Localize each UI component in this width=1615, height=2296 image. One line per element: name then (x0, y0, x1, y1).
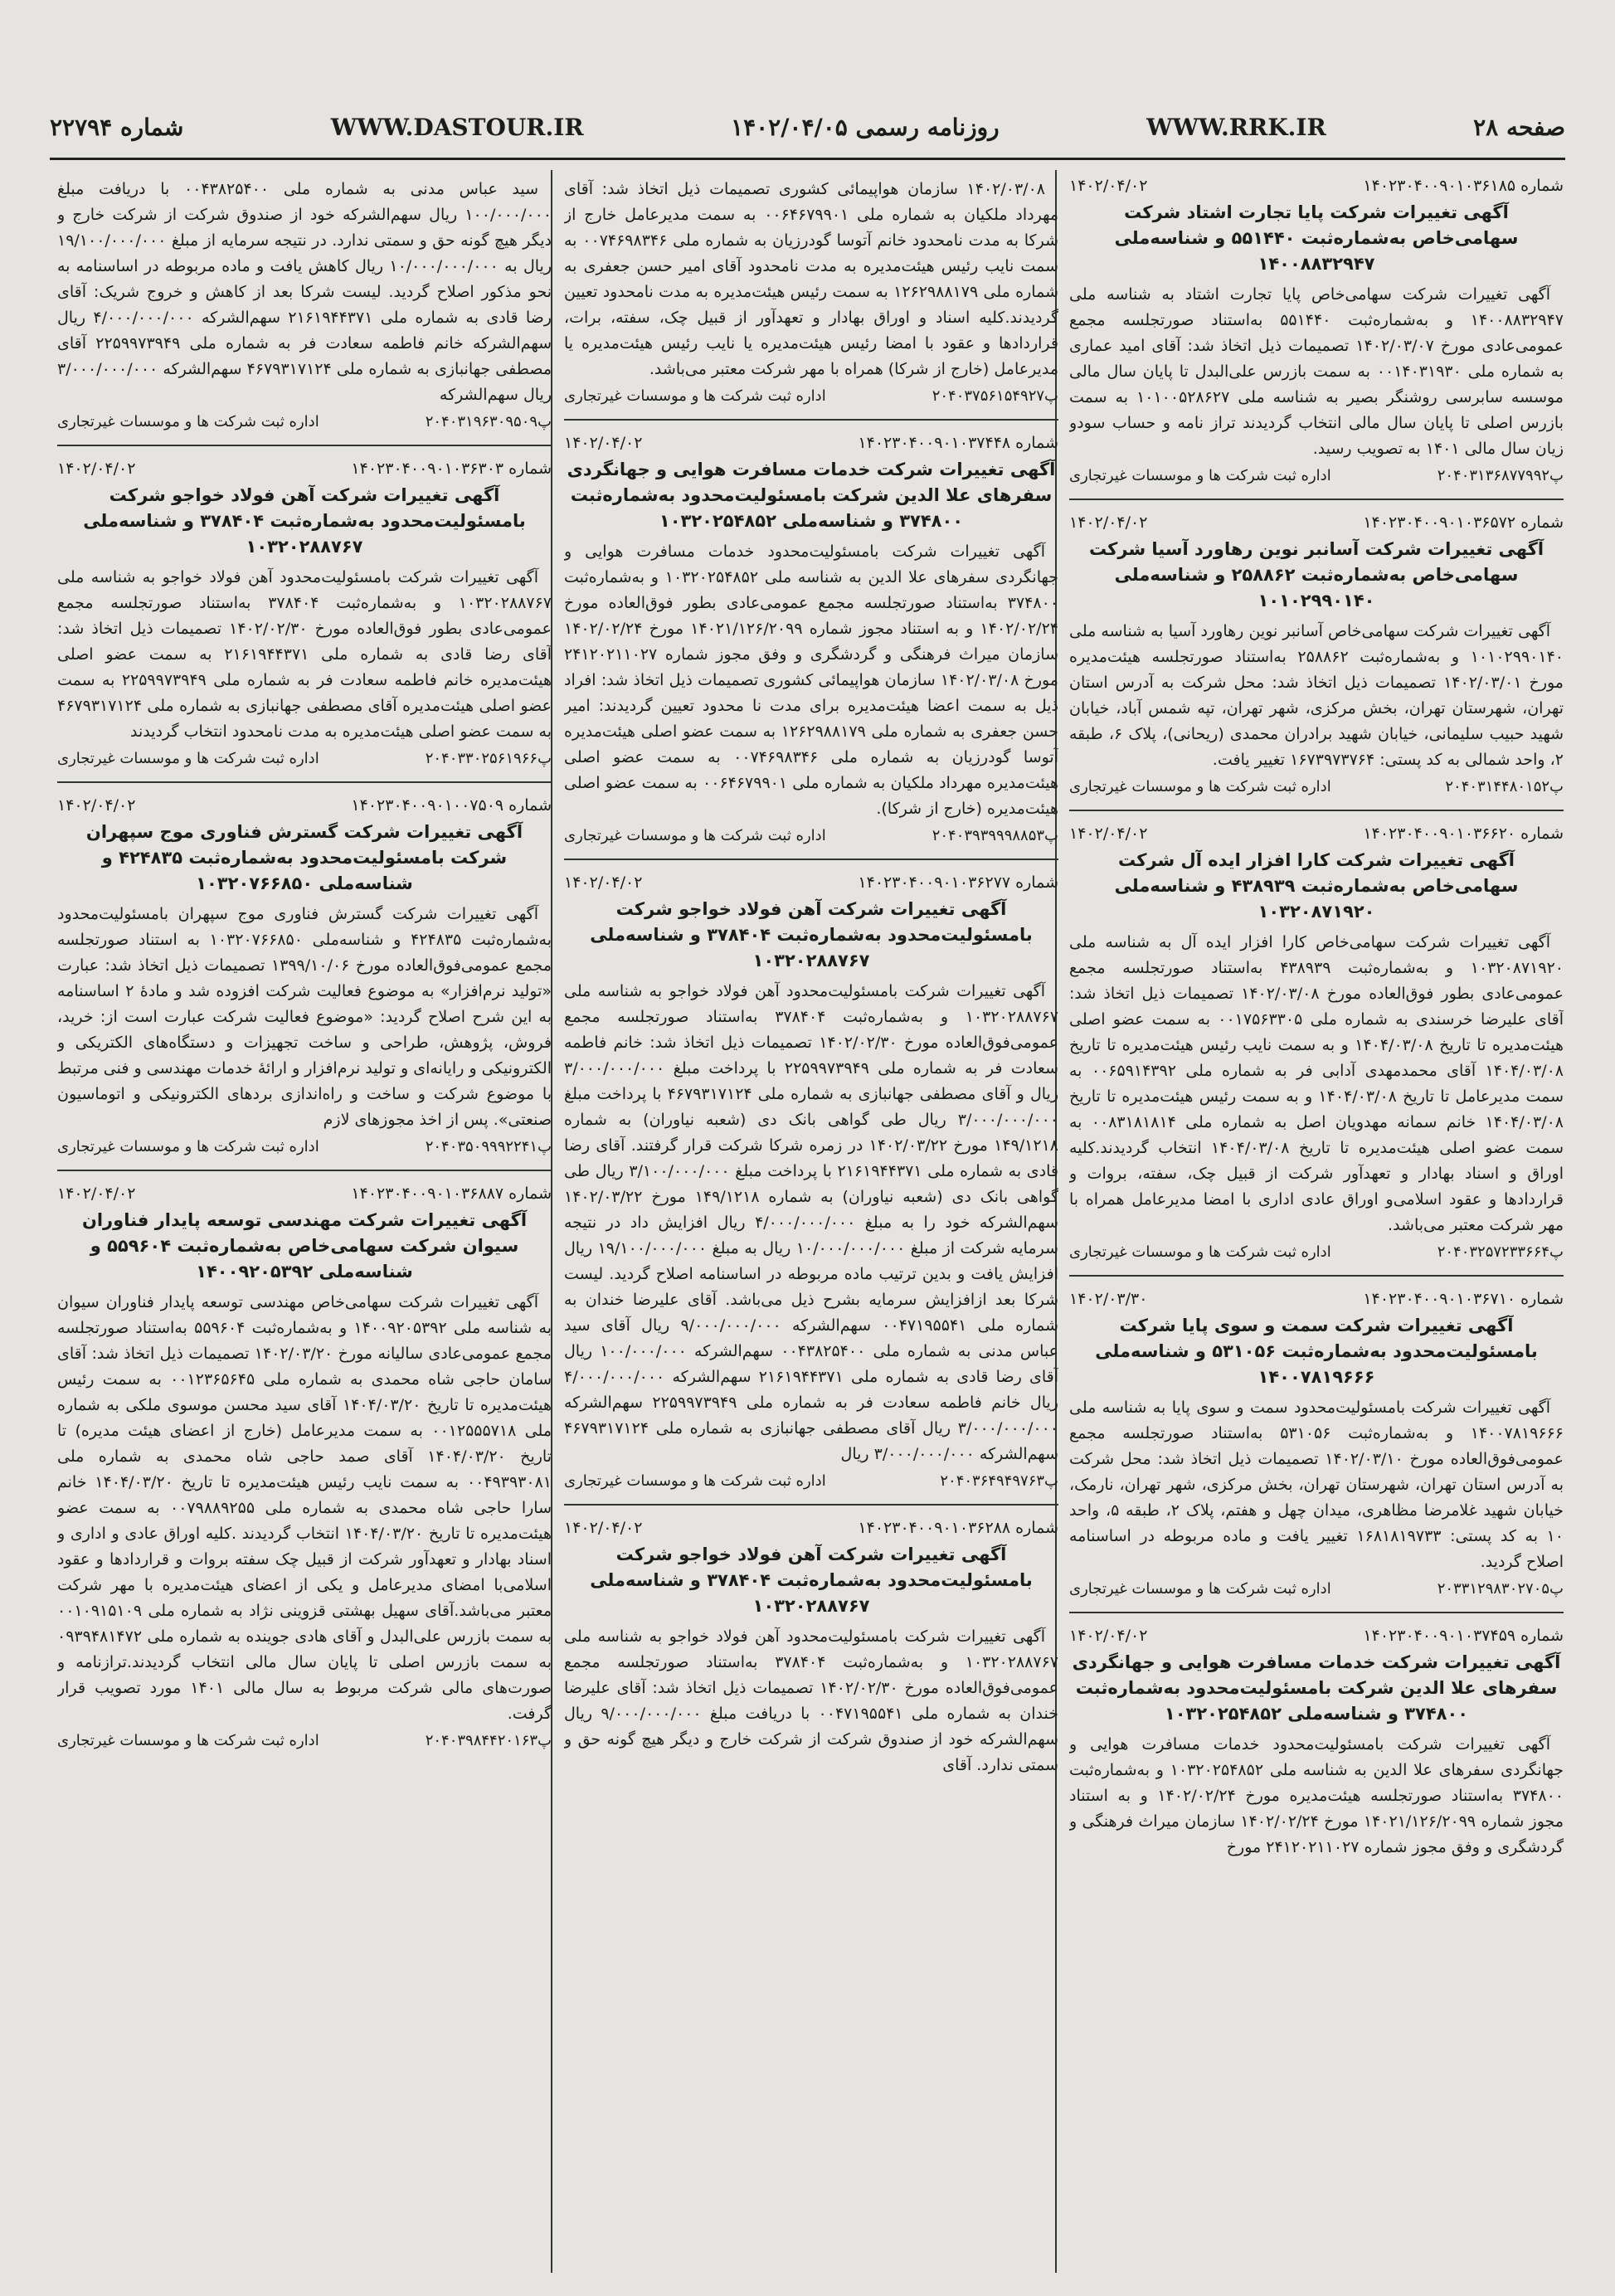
notice-body: آگهی تغییرات شرکت بامسئولیت‌محدود سمت و سوی پایا به شناسه ملی ۱۴۰۰۷۸۱۹۶۶۶ و به‌شماره‌ثبت ۵۳۱۰۵۶ به‌استناد صورتجلسه مجمع عمومی‌فوق‌العاده مورخ ۱۴۰۲/۰۳/۱۰ تصمیمات ذیل اتخاذ شد: محل شرکت به آدرس استان تهران، شهرستان تهران، بخش مرکزی، شهر تهران، نارمک، خیابان شهید غلامرضا مظاهری، میدان چهل و هفتم، پلاک ۲، طبقه ۵، واحد ۱۰ به کد پستی: ۱۶۸۱۸۱۹۷۳۳ تغییر یافت و ماده مربوطه در اساسنامه اصلاح گردید. (1069, 1399, 1564, 1571)
notice-body: آگهی تغییرات شرکت سهامی‌خاص پایا تجارت اشتاد به شناسه ملی ۱۴۰۰۸۸۳۲۹۴۷ و به‌شماره‌ثبت ۵۵۱۴۴۰ به‌استناد صورتجلسه مجمع عمومی‌عادی مورخ ۱۴۰۲/۰۳/۰۷ تصمیمات ذیل اتخاذ شد: آقای امید عماری به شماره ملی ۰۰۱۴۰۳۱۹۳۰ به سمت بازرس علی‌البدل تا پایان سال مالی موسسه سابرسی روشنگر بصیر به شناسه ملی ۱۰۱۰۰۵۲۸۶۲۷ به سمت بازرس اصلی تا پایان سال مالی انتخاب گردیدند تراز نامه و حساب سودو زیان سال مالی ۱۴۰۱ به تصویب رسید. (1069, 285, 1564, 458)
registry-office: اداره ثبت شرکت ها و موسسات غیرتجاری (564, 1472, 826, 1490)
notice-body: آگهی تغییرات شرکت سهامی‌خاص آسانبر نوین رهاورد آسیا به شناسه ملی ۱۰۱۰۲۹۹۰۱۴۰ و به‌شماره‌ثبت ۲۵۸۸۶۲ به‌استناد صورتجلسه هیئت‌مدیره مورخ ۱۴۰۲/۰۳/۰۱ تصمیمات ذیل اتخاذ شد: محل شرکت به آدرس استان تهران، شهرستان تهران، بخش مرکزی، شهر تهران، تپه شمس آباد، خیابان شهید حبیب سلیمانی، خیابان شهید برادران محمدی (ریحانی)، پلاک ۶، طبقه ۲، واحد شمالی به کد پستی: ۱۶۷۳۹۷۳۷۶۴ تغییر یافت. (1069, 622, 1564, 769)
notice-number: شماره ۱۴۰۲۳۰۴۰۰۹۰۱۰۳۶۲۸۸ (858, 1519, 1058, 1537)
notice-code: پ۲۰۴۰۳۲۵۷۲۳۳۶۶۴ (1437, 1243, 1564, 1261)
notice-meta (1069, 513, 1564, 532)
notice-title: آگهی تغییرات شرکت خدمات مسافرت هوایی و جهانگردی سفرهای علا الدین شرکت بامسئولیت‌محدود به‌شماره‌ثبت ۳۷۴۸۰۰ و شناسه‌ملی ۱۰۳۲۰۲۵۴۸۵۲ (1072, 1652, 1561, 1724)
registry-office: اداره ثبت شرکت ها و موسسات غیرتجاری (1069, 1243, 1331, 1261)
notice (57, 1178, 552, 1763)
registry-office: اداره ثبت شرکت ها و موسسات غیرتجاری (564, 387, 826, 405)
site-rrk: WWW.RRK.IR (1146, 113, 1326, 141)
notice-code: پ۲۰۴۰۳۱۹۶۳۰۹۵۰۹ (425, 413, 552, 430)
notice-number: شماره ۱۴۰۲۳۰۴۰۰۹۰۱۰۰۷۵۰۹ (351, 796, 552, 815)
notice-number: شماره ۱۴۰۲۳۰۴۰۰۹۰۱۰۳۶۶۲۰ (1363, 825, 1564, 843)
notice-title: آگهی تغییرات شرکت خدمات مسافرت هوایی و جهانگردی سفرهای علا الدین شرکت بامسئولیت‌محدود به‌شماره‌ثبت ۳۷۴۸۰۰ و شناسه‌ملی ۱۰۳۲۰۲۵۴۸۵۲ (567, 460, 1056, 531)
site-dastour: WWW.DASTOUR.IR (330, 113, 584, 141)
notice-code: پ۲۰۴۰۳۱۴۴۸۰۱۵۲ (1445, 778, 1564, 795)
notice-number: شماره ۱۴۰۲۳۰۴۰۰۹۰۱۰۳۶۱۸۵ (1363, 177, 1564, 195)
notice-body: آگهی تغییرات شرکت بامسئولیت‌محدود خدمات مسافرت هوایی و جهانگردی سفرهای علا الدین به شناسه ملی ۱۰۳۲۰۲۵۴۸۵۲ و به‌شماره‌ثبت ۳۷۴۸۰۰ به‌استناد صورتجلسه هیئت‌مدیره مورخ ۱۴۰۲/۰۲/۲۴ و به استناد مجوز شماره ۱۴۰۲۱/۱۲۶/۲۰۹۹ مورخ ۱۴۰۲/۰۲/۲۴ سازمان میراث فرهنگی و گردشگری و وفق مجوز شماره ۲۴۱۲۰۲۱۱۰۲۷ مورخ (1069, 1735, 1564, 1856)
notice-body: آگهی تغییرات شرکت بامسئولیت‌محدود آهن فولاد خواجو به شناسه ملی ۱۰۳۲۰۲۸۸۷۶۷ و به‌شماره‌ثبت ۳۷۸۴۰۴ به‌استناد صورتجلسه مجمع عمومی‌فوق‌العاده مورخ ۱۴۰۲/۰۲/۳۰ تصمیمات ذیل اتخاذ شد: آقای علیرضا خندان به شماره ملی ۰۰۴۷۱۹۵۵۴۱ با دریافت مبلغ ۹/۰۰۰/۰۰۰/۰۰۰ ریال سهم‌الشرکه خود از صندوق شرکت از شرکت خارج و دیگر هیچ گونه حق و سمتی ندارد. آقای (564, 1627, 1058, 1774)
registry-office: اداره ثبت شرکت ها و موسسات غیرتجاری (564, 827, 826, 844)
notice-meta (1069, 825, 1564, 843)
registry-office: اداره ثبت شرکت ها و موسسات غیرتجاری (57, 1732, 319, 1749)
notice-body: سید عباس مدنی به شماره ملی ۰۰۴۳۸۲۵۴۰۰ با دریافت مبلغ ۱۰۰/۰۰۰/۰۰۰ ریال سهم‌الشرکه خود از صندوق شرکت از شرکت خارج و دیگر هیچ گونه حق و سمتی ندارد. در نتیجه سرمایه از مبلغ ۱۹/۱۰۰/۰۰۰/۰۰۰ ریال به ۱۰/۰۰۰/۰۰۰/۰۰۰ ریال کاهش یافت و ماده مربوطه در اساسنامه به نحو مذکور اصلاح گردید. لیست شرکا بعد از کاهش و خروج شریک: آقای رضا قادی به شماره ملی ۲۱۶۱۹۴۴۳۷۱ سهم‌الشرکه ۴/۰۰۰/۰۰۰/۰۰۰ ریال سهم‌الشرکه خانم فاطمه سعادت فر به شماره ملی ۲۲۵۹۹۷۳۹۴۹ آقای مصطفی جهانبازی به شماره ملی ۴۶۷۹۳۱۷۱۲۴ سهم‌الشرکه ۳/۰۰۰/۰۰۰/۰۰۰ ریال سهم‌الشرکه (57, 180, 552, 404)
notice-code: پ۲۰۴۰۳۹۳۹۹۹۸۸۵۳ (932, 827, 1058, 844)
registry-office: اداره ثبت شرکت ها و موسسات غیرتجاری (57, 1138, 319, 1155)
notice-code: پ۲۰۳۳۱۲۹۸۳۰۲۷۰۵ (1437, 1580, 1564, 1598)
notice-number: شماره ۱۴۰۲۳۰۴۰۰۹۰۱۰۳۶۳۰۳ (351, 460, 552, 478)
notice-title: آگهی تغییرات شرکت مهندسی توسعه پایدار فناوران سیوان شرکت سهامی‌خاص به‌شماره‌ثبت ۵۵۹۶۰۴ و شناسه‌ملی ۱۴۰۰۹۲۰۵۳۹۲ (81, 1210, 528, 1282)
registry-office: اداره ثبت شرکت ها و موسسات غیرتجاری (1069, 467, 1331, 484)
notice (57, 453, 552, 783)
notice (564, 867, 1058, 1506)
notice-footer (1069, 1577, 1564, 1602)
notice (1069, 818, 1564, 1277)
notice-number: شماره ۱۴۰۲۳۰۴۰۰۹۰۱۰۳۶۲۷۷ (858, 873, 1058, 892)
notice-title: آگهی تغییرات شرکت آسانبر نوین رهاورد آسیا شرکت سهامی‌خاص به‌شماره‌ثبت ۲۵۸۸۶۲ و شناسه‌ملی ۱۰۱۰۲۹۹۰۱۴۰ (1088, 539, 1544, 610)
notice-date: ۱۴۰۲/۰۴/۰۲ (57, 1184, 136, 1203)
notice-footer (1069, 775, 1564, 800)
notice-date: ۱۴۰۲/۰۴/۰۲ (1069, 1627, 1148, 1645)
notice-number: شماره ۱۴۰۲۳۰۴۰۰۹۰۱۰۳۷۴۵۹ (1363, 1627, 1564, 1645)
column-2 (564, 170, 1058, 2273)
notice-date: ۱۴۰۲/۰۴/۰۲ (564, 873, 643, 892)
notice-date: ۱۴۰۲/۰۳/۳۰ (1069, 1290, 1148, 1308)
notice-title: آگهی تغییرات شرکت آهن فولاد خواجو شرکت بامسئولیت‌محدود به‌شماره‌ثبت ۳۷۸۴۰۴ و شناسه‌ملی ۱۰۳۲۰۲۸۸۷۶۷ (590, 1544, 1033, 1616)
notice (564, 1512, 1058, 1788)
notice-meta (564, 873, 1058, 892)
notice-footer (1069, 1240, 1564, 1265)
notice (1069, 1620, 1564, 1870)
notice-footer (57, 747, 552, 771)
notice-date: ۱۴۰۲/۰۴/۰۲ (57, 460, 136, 478)
column-1 (1069, 170, 1564, 2273)
notice-footer (57, 410, 552, 435)
notice-footer (564, 1469, 1058, 1494)
notice-body: ۱۴۰۲/۰۳/۰۸ سازمان هواپیمائی کشوری تصمیمات ذیل اتخاذ شد: آقای مهرداد ملکیان به شماره ملی ۰۰۶۴۶۷۹۹۰۱ به سمت مدیرعامل خارج از شرکا به مدت نامحدود خانم آتوسا گودرزیان به شماره ملی ۰۰۷۴۶۹۸۳۴۶ به سمت نایب رئیس هیئت‌مدیره به مدت نامحدود آقای امیر حسن جعفری به شماره ملی ۱۲۶۲۹۸۸۱۷۹ به سمت رئیس هیئت‌مدیره به مدت نامحدود تعیین گردیدند.کلیه اسناد و اوراق بهادار و تعهدآور از قبیل چک، سفته، برات، قراردادها و عقود با امضا رئیس هیئت‌مدیره یا نایب رئیس هیئت‌مدیره یا مدیرعامل (خارج از شرکا) همراه با مهر شرکت معتبر می‌باشد. (564, 180, 1058, 378)
notice-meta (1069, 1627, 1564, 1645)
notice-body: آگهی تغییرات شرکت بامسئولیت‌محدود خدمات مسافرت هوایی و جهانگردی سفرهای علا الدین به شناسه ملی ۱۰۳۲۰۲۵۴۸۵۲ و به‌شماره‌ثبت ۳۷۴۸۰۰ به‌استناد صورتجلسه مجمع عمومی‌عادی بطور فوق‌العاده مورخ ۱۴۰۲/۰۲/۲۴ و به استناد مجوز شماره ۱۴۰۲۱/۱۲۶/۲۰۹۹ مورخ ۱۴۰۲/۰۲/۲۴ سازمان میراث فرهنگی و گردشگری و وفق مجوز شماره ۲۴۱۲۰۲۱۱۰۲۷ مورخ ۱۴۰۲/۰۳/۰۸ سازمان هواپیمائی کشوری تصمیمات ذیل اتخاذ شد: افراد ذیل به سمت اعضا هیئت‌مدیره برای مدت نا محدود تعیین گردیدند: امیر حسن جعفری به شماره ملی ۱۲۶۲۹۸۸۱۷۹ به سمت عضو اصلی هیئت‌مدیره آتوسا گودرزیان به شماره ملی ۰۰۷۴۶۹۸۳۴۶ به سمت عضو اصلی هیئت‌مدیره مهرداد ملکیان به شماره ملی ۰۰۶۴۶۷۹۹۰۱ به سمت عضو اصلی هیئت‌مدیره (خارج از شرکا). (564, 542, 1058, 818)
notice-footer (57, 1135, 552, 1160)
notice-body: آگهی تغییرات شرکت سهامی‌خاص مهندسی توسعه پایدار فناوران سیوان به شناسه ملی ۱۴۰۰۹۲۰۵۳۹۲ و به‌شماره‌ثبت ۵۵۹۶۰۴ به‌استناد صورتجلسه مجمع عمومی‌عادی سالیانه مورخ ۱۴۰۲/۰۳/۲۰ تصمیمات ذیل اتخاذ شد: آقای سامان حاجی شاه محمدی به شماره ملی ۰۰۱۲۳۶۵۶۴۵ به سمت رئیس هیئت‌مدیره تا تاریخ ۱۴۰۴/۰۳/۲۰ آقای سید محسن موسوی ملکی به شماره ملی ۰۰۱۲۵۵۵۷۱۸ به سمت مدیرعامل (خارج از اعضای هیئت مدیره) تا تاریخ ۱۴۰۴/۰۳/۲۰ آقای صمد حاجی شاه محمدی به شماره ملی ۰۰۴۹۳۹۳۰۸۱ به سمت نایب رئیس هیئت‌مدیره تا تاریخ ۱۴۰۴/۰۳/۲۰ خانم سارا حاجی شاه محمدی به شماره ملی ۰۰۷۹۸۸۹۲۵۵ به سمت عضو هیئت‌مدیره تا تاریخ ۱۴۰۴/۰۳/۲۰ انتخاب گردیدند .کلیه اوراق عادی و اداری و اسناد بهادار و تعهدآور شرکت از قبیل چک سفته بروات و قراردادها و عقود اسلامی‌با امضای مدیرعامل و یکی از اعضای هیئت‌مدیره با مهر شرکت معتبر می‌باشد.آقای سهیل بهشتی قزوینی نژاد به شماره ملی ۰۰۱۰۹۱۵۱۰۹ به سمت بازرس علی‌البدل و آقای هادی جوینده به شماره ملی ۰۹۳۹۴۸۱۴۷۲ به سمت بازرس اصلی تا پایان سال مالی انتخاب گردیدند.ترازنامه و صورت‌های مالی شرکت مربوط به سال مالی ۱۴۰۱ مورد تصویب قرار گرفت. (57, 1293, 552, 1723)
page-header (50, 104, 1565, 150)
notice-footer (1069, 464, 1564, 489)
notice-title: آگهی تغییرات شرکت آهن فولاد خواجو شرکت بامسئولیت‌محدود به‌شماره‌ثبت ۳۷۸۴۰۴ و شناسه‌ملی ۱۰۳۲۰۲۸۸۷۶۷ (590, 899, 1033, 970)
notice-date: ۱۴۰۲/۰۴/۰۲ (564, 434, 643, 452)
header-rule (50, 158, 1565, 160)
notice-body: آگهی تغییرات شرکت بامسئولیت‌محدود آهن فولاد خواجو به شناسه ملی ۱۰۳۲۰۲۸۸۷۶۷ و به‌شماره‌ثبت ۳۷۸۴۰۴ به‌استناد صورتجلسه مجمع عمومی‌عادی بطور فوق‌العاده مورخ ۱۴۰۲/۰۲/۳۰ تصمیمات ذیل اتخاذ شد: آقای رضا قادی به شماره ملی ۲۱۶۱۹۴۴۳۷۱ به سمت عضو اصلی هیئت‌مدیره خانم فاطمه سعادت فر به شماره ملی ۲۲۵۹۹۷۳۹۴۹ به سمت عضو اصلی هیئت‌مدیره آقای مصطفی جهانبازی به شماره ملی ۴۶۷۹۳۱۷۱۲۴ به سمت عضو اصلی هیئت‌مدیره به مدت نامحدود انتخاب گردیدند (57, 568, 552, 741)
notice-body: آگهی تغییرات شرکت بامسئولیت‌محدود آهن فولاد خواجو به شناسه ملی ۱۰۳۲۰۲۸۸۷۶۷ و به‌شماره‌ثبت ۳۷۸۴۰۴ به‌استناد صورتجلسه مجمع عمومی‌فوق‌العاده مورخ ۱۴۰۲/۰۲/۳۰ تصمیمات ذیل اتخاذ شد: خانم فاطمه سعادت فر به شماره ملی ۲۲۵۹۹۷۳۹۴۹ با پرداخت مبلغ ۳/۰۰۰/۰۰۰/۰۰۰ ریال و آقای مصطفی جهانبازی به شماره ملی ۴۶۷۹۳۱۷۱۲۴ با پرداخت مبلغ ۳/۰۰۰/۰۰۰/۰۰۰ ریال طی گواهی بانک دی (شعبه نیاوران) به شماره ۱۴۹/۱۲۱۸ مورخ ۱۴۰۲/۰۳/۲۲ در زمره شرکا شرکت قرار گرفتند. آقای رضا قادی به شماره ملی ۲۱۶۱۹۴۴۳۷۱ با پرداخت مبلغ ۳/۱۰۰/۰۰۰/۰۰۰ ریال طی گواهی بانک دی (شعبه نیاوران) به شماره ۱۴۹/۱۲۱۸ مورخ ۱۴۰۲/۰۳/۲۲ سهم‌الشرکه خود را به مبلغ ۴/۰۰۰/۰۰۰/۰۰۰ ریال افزایش داد در نتیجه سرمایه شرکت از مبلغ ۱۰/۰۰۰/۰۰۰/۰۰۰ ریال به مبلغ ۱۹/۱۰۰/۰۰۰/۰۰۰ ریال افزایش یافت و بدین ترتیب ماده مربوطه در اساسنامه اصلاح گردید. لیست شرکا بعد ازافزایش سرمایه بشرح ذیل می‌باشد. آقای علیرضا خندان به شماره ملی ۰۰۴۷۱۹۵۵۴۱ سهم‌الشرکه ۹/۰۰۰/۰۰۰/۰۰۰ ریال آقای سید عباس مدنی به شماره ملی ۰۰۴۳۸۲۵۴۰۰ سهم‌الشرکه ۱۰۰/۰۰۰/۰۰۰ ریال آقای رضا قادی به شماره ملی ۲۱۶۱۹۴۴۳۷۱ سهم‌الشرکه ۴/۰۰۰/۰۰۰/۰۰۰ ریال خانم فاطمه سعادت فر به شماره ملی ۲۲۵۹۹۷۳۹۴۹ سهم‌الشرکه ۳/۰۰۰/۰۰۰/۰۰۰ ریال آقای مصطفی جهانبازی به شماره ملی ۴۶۷۹۳۱۷۱۲۴ سهم‌الشرکه ۳/۰۰۰/۰۰۰/۰۰۰ ریال (564, 982, 1058, 1463)
notice-date: ۱۴۰۲/۰۴/۰۲ (1069, 513, 1148, 532)
notice (57, 790, 552, 1171)
notice (57, 170, 552, 446)
notice-footer (564, 384, 1058, 409)
notice (564, 427, 1058, 860)
notice-code: پ۲۰۴۰۳۶۴۹۴۹۷۶۳ (940, 1472, 1058, 1490)
registry-office: اداره ثبت شرکت ها و موسسات غیرتجاری (57, 750, 319, 767)
notice-title: آگهی تغییرات شرکت کارا افزار ایده آل شرکت سهامی‌خاص به‌شماره‌ثبت ۴۳۸۹۳۹ و شناسه‌ملی ۱۰۳۲۰۸۷۱۹۲۰ (1114, 850, 1519, 922)
notice-title: آگهی تغییرات شرکت سمت و سوی پایا شرکت بامسئولیت‌محدود به‌شماره‌ثبت ۵۳۱۰۵۶ و شناسه‌ملی ۱۴۰۰۷۸۱۹۶۶۶ (1095, 1316, 1538, 1387)
notice-meta (57, 1184, 552, 1203)
notice-title: آگهی تغییرات شرکت آهن فولاد خواجو شرکت بامسئولیت‌محدود به‌شماره‌ثبت ۳۷۸۴۰۴ و شناسه‌ملی ۱۰۳۲۰۲۸۸۷۶۷ (83, 485, 526, 557)
notice-date: ۱۴۰۲/۰۴/۰۲ (1069, 177, 1148, 195)
registry-office: اداره ثبت شرکت ها و موسسات غیرتجاری (1069, 778, 1331, 795)
notice-meta (1069, 177, 1564, 195)
notice (1069, 170, 1564, 500)
paper-title: روزنامه رسمی ۱۴۰۲/۰۴/۰۵ (731, 113, 1000, 141)
notice-number: شماره ۱۴۰۲۳۰۴۰۰۹۰۱۰۳۶۷۱۰ (1363, 1290, 1564, 1308)
notice (1069, 507, 1564, 811)
notice-meta (564, 1519, 1058, 1537)
notice-code: پ۲۰۴۰۳۷۵۶۱۵۴۹۲۷ (932, 387, 1058, 405)
notice-number: شماره ۱۴۰۲۳۰۴۰۰۹۰۱۰۳۶۵۷۲ (1363, 513, 1564, 532)
notice-code: پ۲۰۴۰۳۹۸۴۴۲۰۱۶۳ (425, 1732, 552, 1749)
notice-meta (564, 434, 1058, 452)
notice-date: ۱۴۰۲/۰۴/۰۲ (1069, 825, 1148, 843)
page-number: صفحه ۲۸ (1473, 113, 1565, 141)
registry-office: اداره ثبت شرکت ها و موسسات غیرتجاری (57, 413, 319, 430)
notice-body: آگهی تغییرات شرکت گسترش فناوری موج سپهران بامسئولیت‌محدود به‌شماره‌ثبت ۴۲۴۸۳۵ و شناسه‌ملی ۱۰۳۲۰۷۶۶۸۵۰ به استناد صورتجلسه مجمع عمومی‌فوق‌العاده مورخ ۱۳۹۹/۱۰/۰۶ تصمیمات ذیل اتخاذ شد: عبارت «تولید نرم‌افزار» به موضوع فعالیت شرکت افزوده شد و مادهٔ ۲ اساسنامه به این شرح اصلاح گردید: «موضوع فعالیت شرکت عبارت است از: خرید، فروش، پژوهش، طراحی و ساخت تجهیزات و دستگاه‌های الکتریکی و الکترونیکی و رایانه‌ای و تولید نرم‌افزار و ارائهٔ خدمات مهندسی و فنی مرتبط با موضوع شرکت و ساخت و راه‌اندازی بردهای الکترونیکی و اتوماسیون صنعتی». پس از اخذ مجوزهای لازم (57, 905, 552, 1129)
notice-footer (57, 1729, 552, 1754)
notice (564, 170, 1058, 421)
notice-date: ۱۴۰۲/۰۴/۰۲ (564, 1519, 643, 1537)
notice-code: پ۲۰۴۰۳۳۰۲۵۶۱۹۶۶ (425, 750, 552, 767)
notice-meta (57, 796, 552, 815)
notice-meta (57, 460, 552, 478)
notice-meta (1069, 1290, 1564, 1308)
notice-number: شماره ۱۴۰۲۳۰۴۰۰۹۰۱۰۳۶۸۸۷ (351, 1184, 552, 1203)
notice-title: آگهی تغییرات شرکت گسترش فناوری موج سپهران شرکت بامسئولیت‌محدود به‌شماره‌ثبت ۴۲۴۸۳۵ و شناسه‌ملی ۱۰۳۲۰۷۶۶۸۵۰ (85, 822, 523, 893)
notice-code: پ۲۰۴۰۳۵۰۹۹۹۲۲۴۱ (425, 1138, 552, 1155)
notice-footer (564, 824, 1058, 849)
registry-office: اداره ثبت شرکت ها و موسسات غیرتجاری (1069, 1580, 1331, 1598)
issue-number: شماره ۲۲۷۹۴ (50, 113, 184, 141)
notice-number: شماره ۱۴۰۲۳۰۴۰۰۹۰۱۰۳۷۴۴۸ (858, 434, 1058, 452)
notice-title: آگهی تغییرات شرکت پایا تجارت اشتاد شرکت سهامی‌خاص به‌شماره‌ثبت ۵۵۱۴۴۰ و شناسه‌ملی ۱۴۰۰۸۸۳۲۹۴۷ (1114, 202, 1519, 274)
notice-body: آگهی تغییرات شرکت سهامی‌خاص کارا افزار ایده آل به شناسه ملی ۱۰۳۲۰۸۷۱۹۲۰ و به‌شماره‌ثبت ۴۳۸۹۳۹ به‌استناد صورتجلسه مجمع عمومی‌عادی بطور فوق‌العاده مورخ ۱۴۰۲/۰۳/۰۸ تصمیمات ذیل اتخاذ شد: آقای علیرضا خرسندی به شماره ملی ۰۰۱۷۵۶۳۳۰۵ به سمت عضو اصلی هیئت‌مدیره تا تاریخ ۱۴۰۴/۰۳/۰۸ و به سمت نایب رئیس هیئت‌مدیره تا تاریخ ۱۴۰۴/۰۳/۰۸ آقای محمدمهدی آدابی فر به شماره ملی ۰۰۶۵۹۱۴۳۹۲ به سمت مدیرعامل تا تاریخ ۱۴۰۴/۰۳/۰۸ و به سمت رئیس هیئت‌مدیره تا تاریخ ۱۴۰۴/۰۳/۰۸ خانم سمانه مهدویان اصل به شماره ملی ۰۰۸۳۱۸۱۸۱۴ به سمت عضو اصلی هیئت‌مدیره تا تاریخ ۱۴۰۴/۰۳/۰۸ انتخاب گردیدند.کلیه اوراق و اسناد بهادار و تعهدآور شرکت از قبیل چک، سفته، بروات و قراردادها و عقود اسلامی‌و اوراق عادی اداری با امضا مدیرعامل همراه با مهر شرکت معتبر می‌باشد. (1069, 933, 1564, 1234)
column-3 (57, 170, 552, 2273)
notice-date: ۱۴۰۲/۰۴/۰۲ (57, 796, 136, 815)
notice-code: پ۲۰۴۰۳۱۳۶۸۷۷۹۹۲ (1437, 467, 1564, 484)
notice (1069, 1283, 1564, 1613)
